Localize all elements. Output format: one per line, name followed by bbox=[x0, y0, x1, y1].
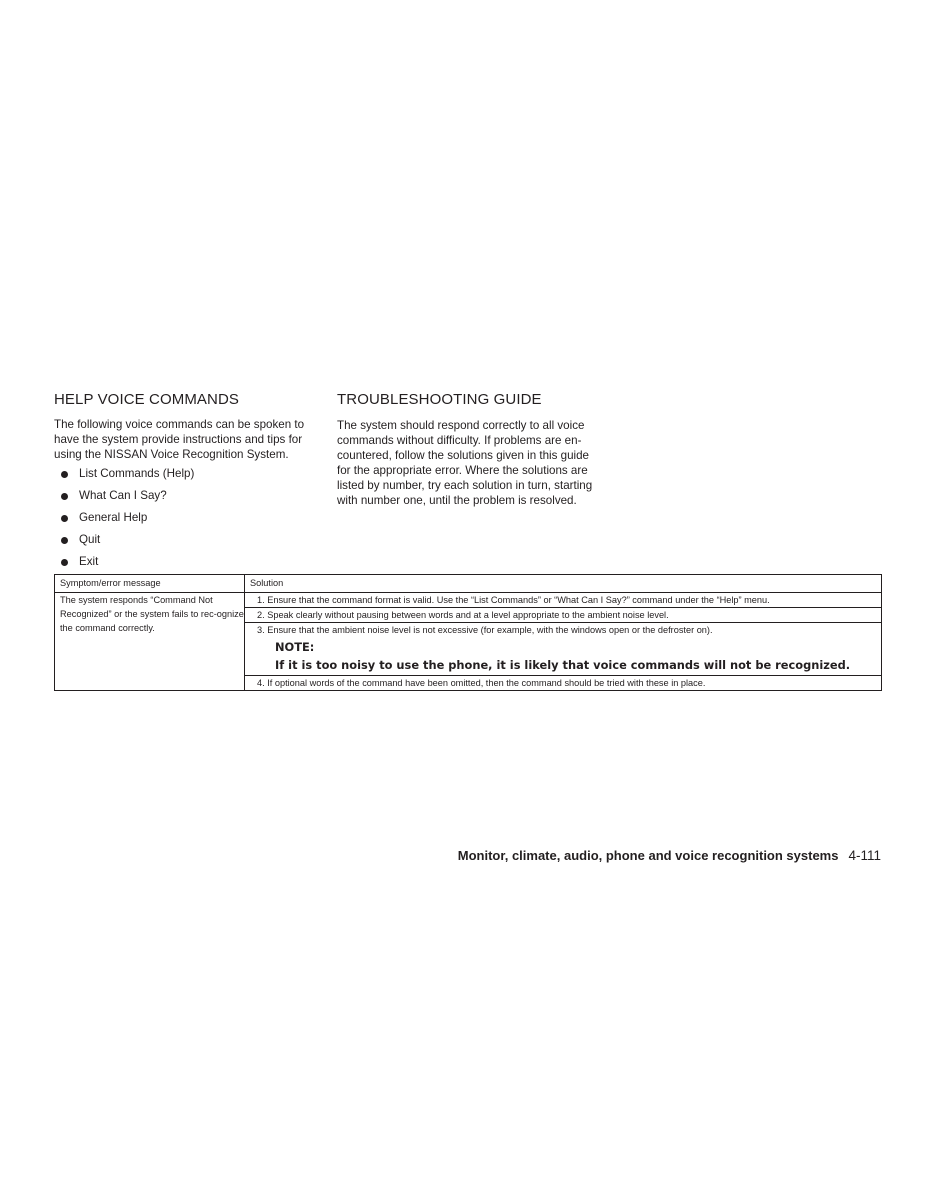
bullet-icon bbox=[61, 471, 68, 478]
troubleshooting-intro-paragraph: The system should respond correctly to all voice commands without difficulty. If problems are en-countered, follow the solutions given in this guide for the appropriate error. Where the solutions are listed by number, try each solution in turn, starting with number one, until the problem is resolved. bbox=[337, 419, 593, 507]
table-row bbox=[55, 593, 882, 608]
section-title: Monitor, climate, audio, phone and voice recognition systems bbox=[457, 848, 839, 863]
troubleshooting-guide-heading: TROUBLESHOOTING GUIDE bbox=[337, 391, 542, 408]
bullet-icon bbox=[61, 559, 68, 566]
troubleshooting-table bbox=[54, 574, 882, 691]
list-item: General Help bbox=[54, 511, 194, 533]
list-item: Exit bbox=[54, 555, 194, 577]
help-intro-paragraph: The following voice commands can be spoken to have the system provide instructions and tips for using the NISSAN Voice Recognition System. bbox=[54, 418, 305, 461]
solution-step-1: 1. Ensure that the command format is valid. Use the “List Commands” or “What Can I Say?” command under the “Help” menu. bbox=[245, 593, 882, 608]
bullet-icon bbox=[61, 515, 68, 522]
list-item: Quit bbox=[54, 533, 194, 555]
solution-step-3 bbox=[245, 623, 882, 676]
solution-column-header: Solution bbox=[245, 575, 882, 593]
list-item: What Can I Say? bbox=[54, 489, 194, 511]
list-item: List Commands (Help) bbox=[54, 467, 194, 489]
page-footer bbox=[458, 848, 881, 863]
symptom-column-header: Symptom/error message bbox=[55, 575, 245, 593]
help-voice-commands-heading: HELP VOICE COMMANDS bbox=[54, 391, 239, 408]
table-header-row bbox=[55, 575, 882, 593]
help-command-list bbox=[54, 467, 194, 577]
note-text: If it is too noisy to use the phone, it is likely that voice commands will not be recognized. bbox=[275, 657, 851, 672]
solution-step-4: 4. If optional words of the command have been omitted, then the command should be tried with these in place. bbox=[245, 676, 882, 691]
solution-step-2: 2. Speak clearly without pausing between words and at a level appropriate to the ambient noise level. bbox=[245, 608, 882, 623]
bullet-icon bbox=[61, 493, 68, 500]
bullet-icon bbox=[61, 537, 68, 544]
page-number: 4-111 bbox=[848, 848, 881, 863]
note-label: NOTE: bbox=[275, 640, 315, 654]
symptom-cell: The system responds “Command Not Recognized” or the system fails to rec-ognize the command correctly. bbox=[55, 593, 245, 691]
solution-step-3-text: 3. Ensure that the ambient noise level is not excessive (for example, with the windows open or the defroster on). bbox=[257, 625, 713, 635]
